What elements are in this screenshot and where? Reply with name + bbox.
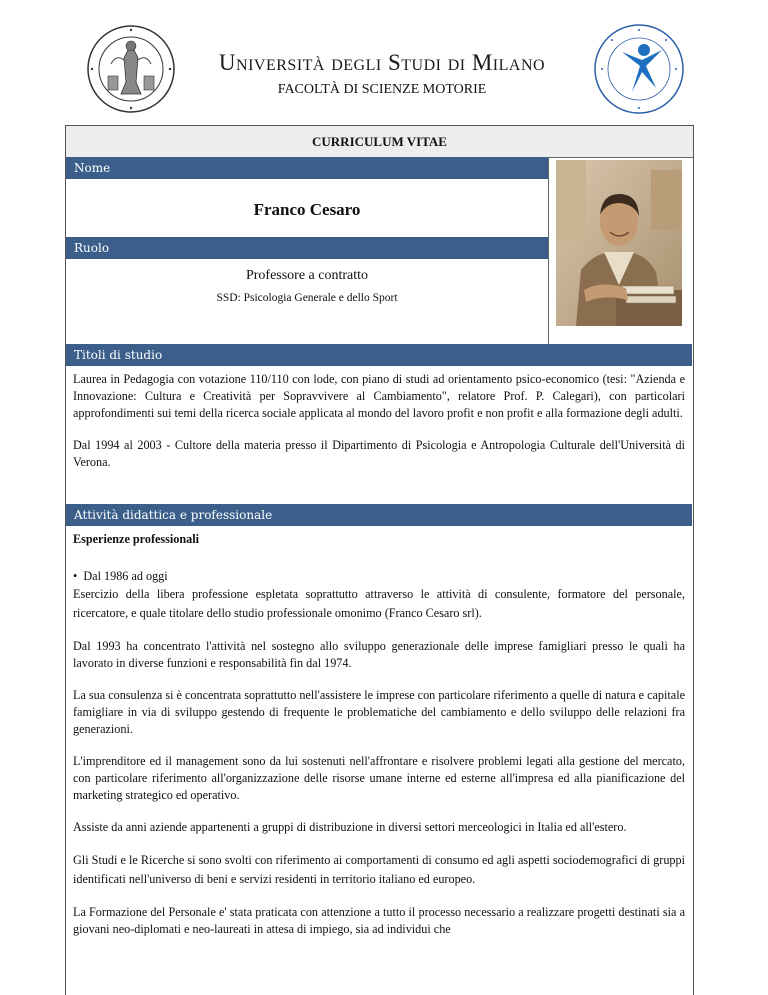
experience-bullet-text: Dal 1986 ad oggi (83, 569, 168, 583)
experience-paragraph: L'imprenditore ed il management sono da lui sostenuti nell'affrontare e risolvere problemi legati alla gestione del mercato, con particolare riferimento all'organizzazione delle risorse umane interne ed esterne all'impresa ed alla pianificazione del marketing strategico ed operativo. (73, 754, 685, 802)
experience-paragraph: Assiste da anni aziende appartenenti a gruppi di distribuzione in diversi settori merceologici in Italia ed all'estero. (73, 820, 627, 834)
studies-paragraph: Dal 1994 al 2003 - Cultore della materia presso il Dipartimento di Psicologia e Antropologia Culturale dell'Università di Verona. (73, 438, 685, 469)
experience-paragraph: La Formazione del Personale e' stata praticata con attenzione a tutto il processo necessario a realizzare progetti destinati sia a giovani neo-diplomati e neo-laureati in attesa di impiego, sia ad individui che (73, 905, 685, 936)
experience-paragraph: La sua consulenza si è concentrata soprattutto nell'assistere le imprese con particolare riferimento a quelle di natura e capitale famigliare in via di sviluppo gestendo di frequente le problematiche del cambiamento e dello sviluppo delle relazioni fra generazioni. (73, 688, 685, 736)
ssd-value: SSD: Psicologia Generale e dello Sport (216, 292, 398, 304)
experience-paragraph: Gli Studi e le Ricerche si sono svolti con riferimento ai comportamenti di consumo ed agli aspetti sociodemografici di gruppi identificati nell'universo di beni e servizi residenti in territorio italiano ed europeo. (73, 853, 685, 886)
studies-section (73, 371, 685, 486)
role-value: Professore a contratto (245, 268, 369, 283)
studies-label-bar: Titoli di studio (66, 344, 692, 366)
experience-heading: Esperienze professionali (73, 532, 200, 546)
activity-label-bar: Attività didattica e professionale (66, 504, 692, 526)
cv-title: CURRICULUM VITAE (66, 126, 693, 158)
university-seal-logo (86, 24, 176, 114)
profile-photo (556, 160, 682, 326)
experience-paragraph: Esercizio della libera professione espletata soprattutto attraverso le attività di consulente, formatore del personale, ricercatore, e quale titolare dello studio professionale omonimo (Franco Cesaro srl). (73, 587, 685, 620)
experience-bullet (73, 568, 685, 585)
name-label-bar: Nome (66, 157, 549, 179)
experience-paragraph: Dal 1993 ha concentrato l'attività nel sostegno allo sviluppo generazionale delle imprese famigliari presso le quali ha lavorato in diverse funzioni e responsabilità fin dal 1974. (73, 639, 685, 670)
activity-section (73, 531, 685, 953)
person-name: Franco Cesaro (253, 200, 361, 219)
university-name: Università degli Studi di Milano (218, 50, 546, 75)
role-label-bar: Ruolo (66, 237, 549, 259)
faculty-logo (592, 22, 686, 116)
faculty-name: FACOLTÀ DI SCIENZE MOTORIE (277, 82, 487, 97)
studies-paragraph: Laurea in Pedagogia con votazione 110/110 con lode, con piano di studi ad orientamento psico-economico (tesi: "Azienda e Innovazione: Cultura e Creatività per Sopravvivere al Cambiamento", relatore Prof. P. Calegari), con particolari approfondimenti sui temi della ricerca sociale applicata al mondo del lavoro profit e non profit e alla formazione degli adulti. (73, 372, 685, 420)
photo-divider (548, 157, 549, 344)
bullet-icon: • (73, 569, 84, 583)
page-header (0, 0, 768, 120)
